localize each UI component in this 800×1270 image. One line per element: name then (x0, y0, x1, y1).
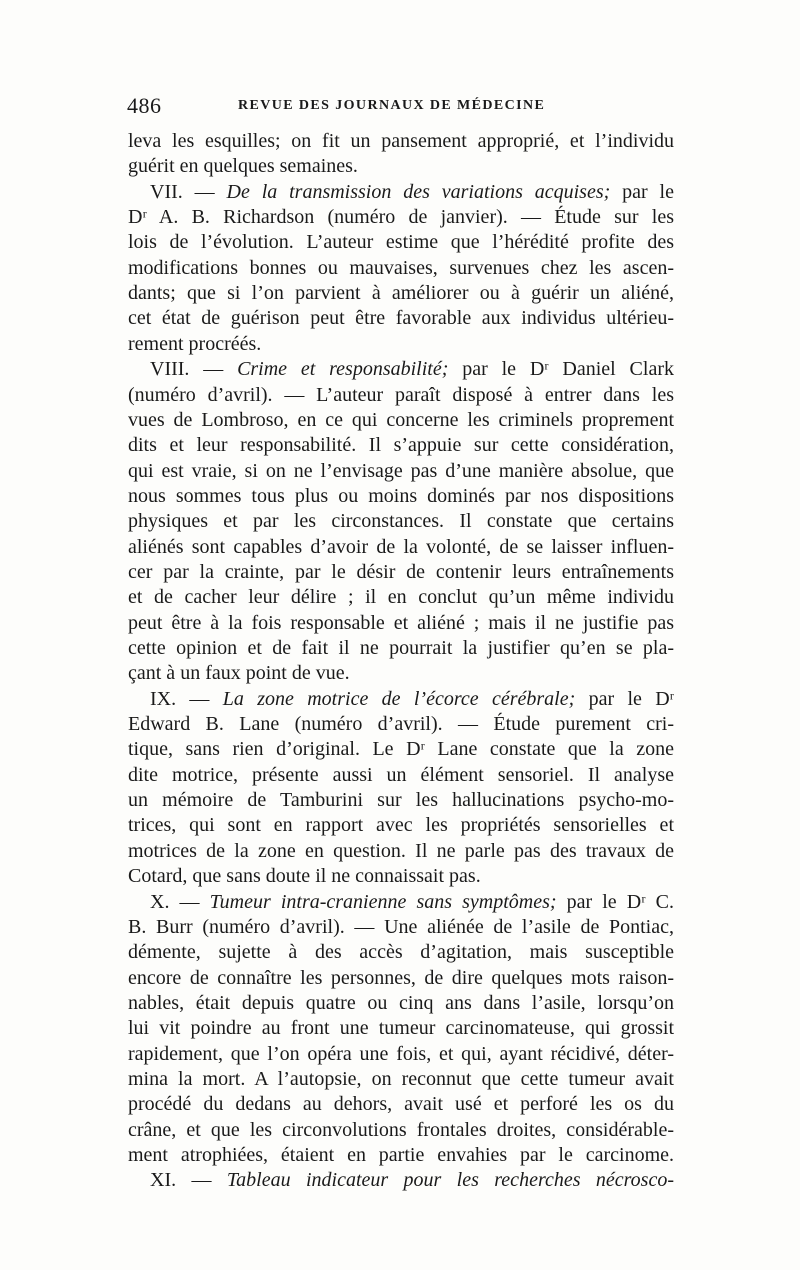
article-title: Tumeur intra-cranienne sans symptômes; (209, 890, 557, 913)
text-run: par le Dʳ Daniel Clark (448, 358, 674, 381)
text-run: cet état de guérison peut être favorable aux individus ultérieu- (128, 307, 674, 330)
text-run: (numéro d’avril). — L’auteur paraît disposé à entrer dans les (128, 383, 674, 406)
text-run: par le Dʳ (575, 687, 675, 710)
text-run: peut être à la fois responsable et aliéné ; mais il ne justifie pas (128, 611, 674, 634)
text-run: nables, était depuis quatre ou cinq ans dans l’asile, lorsqu’on (128, 991, 674, 1014)
text-run: nous sommes tous plus ou moins dominés par nos dispositions (128, 484, 674, 507)
text-run: ment atrophiées, étaient en partie envahies par le carcinome. (128, 1144, 674, 1166)
article-title: Crime et responsabilité; (237, 358, 449, 381)
text-run: lui vit poindre au front une tumeur carcinomateuse, qui grossit (128, 1017, 674, 1040)
text-run: leva les esquilles; on fit un pansement approprié, et l’individu (128, 130, 674, 152)
text-run: qui est vraie, si on ne l’envisage pas d’une manière absolue, que (128, 459, 674, 482)
text-run: trices, qui sont en rapport avec les propriétés sensorielles et (128, 814, 674, 837)
text-run: mina la mort. A l’autopsie, on reconnut que cette tumeur avait (128, 1067, 674, 1090)
page-number: 486 (127, 93, 162, 118)
text-run: aliénés sont capables d’avoir de la volonté, de se laisser influen- (128, 535, 674, 558)
text-run: dite motrice, présente aussi un élément sensoriel. Il analyse (128, 763, 674, 786)
text-run: cer par la crainte, par le désir de contenir leurs entraînements (128, 560, 674, 583)
text-run: encore de connaître les personnes, de dire quelques mots raison- (128, 966, 674, 989)
text-run: par le (610, 180, 674, 203)
text-run: B. Burr (numéro d’avril). — Une aliénée de l’asile de Pontiac, (128, 915, 674, 938)
text-run: démente, sujette à des accès d’agitation, mais susceptible (128, 941, 674, 964)
text-run: cette opinion et de fait il ne pourrait la justifier qu’en se pla- (128, 637, 674, 659)
running-head: REVUE DES JOURNAUX DE MÉDECINE (238, 98, 546, 113)
text-run: vues de Lombroso, en ce qui concerne les criminels proprement (128, 408, 674, 431)
text-run: rapidement, que l’on opéra une fois, et qui, ayant récidivé, déter- (128, 1042, 674, 1065)
text-run: X. — (150, 890, 210, 913)
text-run: un mémoire de Tamburini sur les hallucinations psycho-mo- (128, 789, 674, 812)
article-title: La zone motrice de l’écorce cérébrale; (222, 687, 576, 710)
text-run: Edward B. Lane (numéro d’avril). — Étude purement cri- (128, 713, 674, 736)
article-title: Tableau indicateur pour les recherches nécrosco- (226, 1169, 675, 1192)
text-run: rement procréés. (128, 332, 262, 355)
text-run: Dʳ A. B. Richardson (numéro de janvier). — Étude sur les (128, 206, 674, 229)
text-run: modifications bonnes ou mauvaises, survenues chez les ascen- (128, 256, 674, 279)
text-run: physiques et par les circonstances. Il constate que certains (128, 510, 674, 533)
text-run: Cotard, que sans doute il ne connaissait pas. (128, 865, 481, 888)
text-run: guérit en quelques semaines. (128, 155, 358, 178)
text-run: IX. — (150, 687, 223, 710)
text-run: tique, sans rien d’original. Le Dʳ Lane constate que la zone (128, 738, 674, 761)
text-run: dits et leur responsabilité. Il s’appuie sur cette considération, (128, 434, 674, 457)
text-run: çant à un faux point de vue. (128, 662, 350, 685)
text-run: XI. — (150, 1169, 227, 1192)
text-run: VIII. — (150, 358, 238, 381)
text-run: dants; que si l’on parvient à améliorer ou à guérir un aliéné, (128, 282, 674, 305)
text-run: lois de l’évolution. L’auteur estime que l’hérédité profite des (128, 231, 674, 254)
text-run: procédé du dedans au dehors, avait usé et perforé les os du (128, 1093, 674, 1116)
text-line (150, 1165, 674, 1195)
text-run: et de cacher leur délire ; il en conclut qu’un même individu (128, 586, 674, 609)
article-title: De la transmission des variations acquises; (226, 180, 611, 203)
text-run: VII. — (150, 180, 227, 203)
text-run: motrices de la zone en question. Il ne parle pas des travaux de (128, 839, 674, 862)
text-run: crâne, et que les circonvolutions frontales droites, considérable- (128, 1118, 674, 1141)
text-run: par le Dʳ C. (556, 890, 674, 913)
